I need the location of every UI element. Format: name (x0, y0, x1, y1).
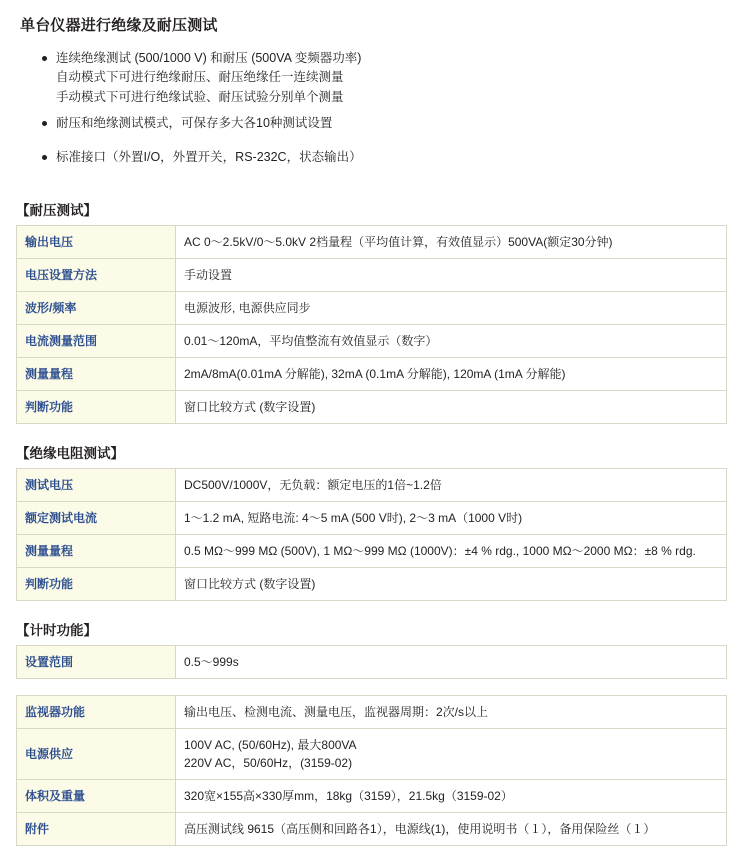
row-label: 设置范围 (17, 645, 176, 678)
row-value: 1～1.2 mA, 短路电流: 4～5 mA (500 V时), 2～3 mA（1000 V时) (176, 501, 727, 534)
table-row (17, 258, 727, 291)
table-row (17, 534, 727, 567)
bullet-line: 标准接口（外置I/O，外置开关，RS-232C，状态输出） (56, 149, 362, 164)
intro-bullet-list (14, 49, 725, 167)
table-row (17, 567, 727, 600)
row-label: 监视器功能 (17, 695, 176, 728)
page-title: 单台仪器进行绝缘及耐压测试 (20, 17, 218, 34)
row-value-line: 100V AC, (50/60Hz), 最大800VA (184, 737, 357, 752)
list-item (42, 148, 725, 167)
table-row (17, 324, 727, 357)
section-heading-insulation-resistance: 【绝缘电阻测试】 (16, 445, 124, 461)
row-value: 2mA/8mA(0.01mA 分解能), 32mA (0.1mA 分解能), 120mA (1mA 分解能) (176, 357, 727, 390)
row-value: 电源波形, 电源供应同步 (176, 291, 727, 324)
row-value: 输出电压、检测电流、测量电压，监视器周期：2次/s以上 (176, 695, 727, 728)
table-row (17, 225, 727, 258)
bullet-line: 自动模式下可进行绝缘耐压、耐压绝缘任一连续测量 (56, 70, 344, 85)
row-value-line: 220V AC，50/60Hz，(3159-02) (184, 755, 353, 770)
row-label: 额定测试电流 (17, 501, 176, 534)
row-value: 0.01～120mA，平均值整流有效值显示（数字） (176, 324, 727, 357)
table-row (17, 468, 727, 501)
table-row (17, 645, 727, 678)
bullet-line: 手动模式下可进行绝缘试验、耐压试验分别单个测量 (56, 89, 344, 104)
row-value: 高压测试线 9615（高压侧和回路各1），电源线(1)，使用说明书（１），备用保险丝（１） (176, 812, 727, 845)
row-value: 0.5～999s (176, 645, 727, 678)
row-value: 手动设置 (176, 258, 727, 291)
table-row (17, 728, 727, 779)
spec-table-insulation-resistance (16, 468, 727, 601)
row-value: 窗口比较方式 (数字设置) (176, 390, 727, 423)
table-row (17, 812, 727, 845)
row-label: 测量量程 (17, 534, 176, 567)
list-item (42, 49, 725, 107)
row-label: 测试电压 (17, 468, 176, 501)
table-row (17, 291, 727, 324)
row-label: 电压设置方法 (17, 258, 176, 291)
row-label: 电源供应 (17, 728, 176, 779)
spec-table-withstand-voltage (16, 225, 727, 424)
row-label: 测量量程 (17, 357, 176, 390)
row-value: AC 0～2.5kV/0～5.0kV 2档量程（平均值计算，有效值显示）500VA(额定30分钟) (176, 225, 727, 258)
row-label: 判断功能 (17, 567, 176, 600)
section-heading-timer: 【计时功能】 (16, 622, 97, 638)
spec-table-timer (16, 645, 727, 679)
row-value: 320宽×155高×330厚mm，18kg（3159），21.5kg（3159-02） (176, 779, 727, 812)
row-label: 输出电压 (17, 225, 176, 258)
table-row (17, 501, 727, 534)
table-row (17, 357, 727, 390)
row-label: 电流测量范围 (17, 324, 176, 357)
row-value: 窗口比较方式 (数字设置) (176, 567, 727, 600)
row-label: 体积及重量 (17, 779, 176, 812)
spec-table-general (16, 695, 727, 846)
section-heading-withstand-voltage: 【耐压测试】 (16, 202, 97, 218)
table-row (17, 779, 727, 812)
table-row (17, 695, 727, 728)
bullet-line: 连续绝缘测试 (500/1000 V) 和耐压 (500VA 变频器功率) (56, 51, 362, 65)
list-item (42, 114, 725, 133)
row-value: 0.5 MΩ～999 MΩ (500V), 1 MΩ～999 MΩ (1000V)：±4 % rdg., 1000 MΩ～2000 MΩ：±8 % rdg. (176, 534, 727, 567)
table-row (17, 390, 727, 423)
row-label: 附件 (17, 812, 176, 845)
row-value: DC500V/1000V，无负载：额定电压的1倍~1.2倍 (176, 468, 727, 501)
row-label: 波形/频率 (17, 291, 176, 324)
bullet-line: 耐压和绝缘测试模式，可保存多大各10种测试设置 (56, 116, 333, 131)
row-label: 判断功能 (17, 390, 176, 423)
row-value-multiline (176, 728, 727, 779)
